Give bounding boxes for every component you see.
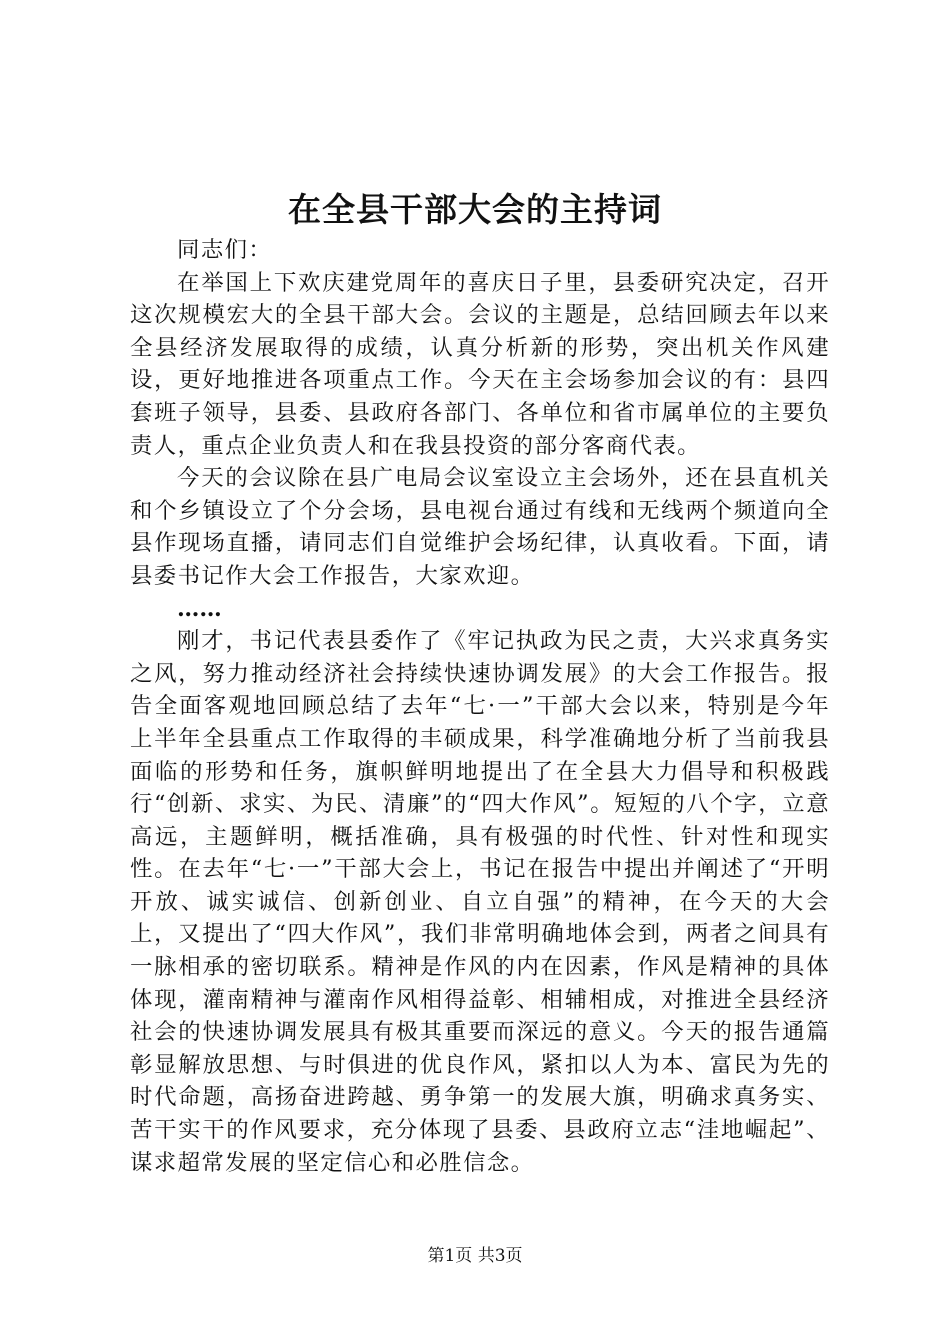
paragraph-3: 刚才，书记代表县委作了《牢记执政为民之责，大兴求真务实之风，努力推动经济社会持续快速协调发展》的大会工作报告。报告全面客观地回顾总结了去年“七·一”干部大会以来，特别是今年上半年全县重点工作取得的丰硕成果，科学准确地分析了当前我县面临的形势和任务，旗帜鲜明地提出了在全县大力倡导和积极践行“创新、求实、为民、清廉”的“四大作风”。短短的八个字，立意高远，主题鲜明，概括准确，具有极强的时代性、针对性和现实性。在去年“七·一”干部大会上，书记在报告中提出并阐述了“开明开放、诚实诚信、创新创业、自立自强”的精神，在今天的大会上，又提出了“四大作风”，我们非常明确地体会到，两者之间具有一脉相承的密切联系。精神是作风的内在因素，作风是精神的具体体现，灌南精神与灌南作风相得益彰、相辅相成，对推进全县经济社会的快速协调发展具有极其重要而深远的意义。今天的报告通篇彰显解放思想、与时俱进的优良作风，紧扣以人为本、富民为先的时代命题，高扬奋进跨越、勇争第一的发展大旗，明确求真务实、苦干实干的作风要求，充分体现了县委、县政府立志“洼地崛起”、谋求超常发展的坚定信心和必胜信念。 bbox=[130, 628, 830, 1176]
page-footer: 第1页 共3页 bbox=[427, 1246, 523, 1266]
document-title: 在全县干部大会的主持词 bbox=[288, 190, 662, 229]
document-body bbox=[130, 234, 830, 1179]
ellipsis-separator: …… bbox=[177, 595, 222, 622]
salutation: 同志们： bbox=[177, 237, 273, 263]
paragraph-2: 今天的会议除在县广电局会议室设立主会场外，还在县直机关和个乡镇设立了个分会场，县电视台通过有线和无线两个频道向全县作现场直播，请同志们自觉维护会场纪律，认真收看。下面，请县委书记作大会工作报告，大家欢迎。 bbox=[130, 465, 830, 589]
paragraph-1: 在举国上下欢庆建党周年的喜庆日子里，县委研究决定，召开这次规模宏大的全县干部大会。会议的主题是，总结回顾去年以来全县经济发展取得的成绩，认真分析新的形势，突出机关作风建设，更好地推进各项重点工作。今天在主会场参加会议的有：县四套班子领导，县委、县政府各部门、各单位和省市属单位的主要负责人，重点企业负责人和在我县投资的部分客商代表。 bbox=[130, 269, 830, 459]
